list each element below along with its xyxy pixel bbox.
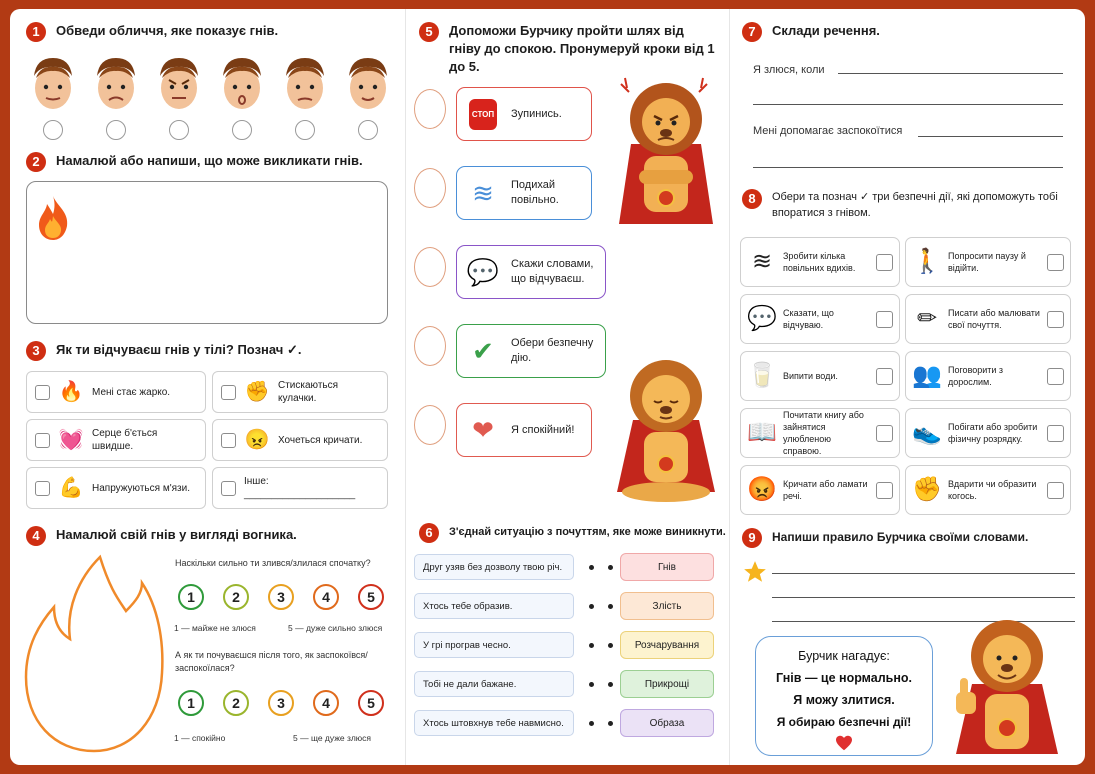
step-label: Зупинись. [511,107,562,120]
question-1: Наскільки сильно ти злився/злилася спочатку? [175,558,371,568]
feeling-dot[interactable] [608,721,613,726]
feeling-card: Прикрощі [620,670,714,698]
situation-card: Хтось тебе образив. [414,593,574,619]
situation-dot[interactable] [589,643,594,648]
rule-line-2[interactable] [772,597,1075,598]
option-label: Зробити кілька повільних вдихів. [783,251,856,273]
section-9-title [742,528,1028,548]
thumbs-up-lion-illustration [942,614,1072,759]
checkbox[interactable] [876,311,893,328]
star-icon [742,559,768,585]
checkbox[interactable] [1047,254,1064,271]
option-label: Кричати або ламати речі. [783,479,868,501]
feeling-dot[interactable] [608,604,613,609]
body-feeling-option[interactable] [26,371,206,413]
face-circle-choice[interactable] [358,120,378,140]
section-number: 7 [742,22,762,42]
scale-option-4[interactable]: 4 [313,584,339,610]
face-circle-choice[interactable] [169,120,189,140]
rule-line-1[interactable] [772,573,1075,574]
section-number: 8 [742,189,762,209]
section-number: 5 [419,22,439,42]
feeling-dot[interactable] [608,643,613,648]
option-label: Випити води. [783,371,838,381]
situation-card: Друг узяв без дозволу твою річ. [414,554,574,580]
section-1-title [26,22,278,42]
section-number: 3 [26,341,46,361]
option-label: Почитати книгу або зайнятися улюбленою справою. [783,410,864,456]
section-8-title [742,189,1082,221]
heart-pulse-icon: 💓 [58,428,84,451]
step-number-oval[interactable] [414,168,446,208]
section-title-text: Напиши правило Бурчика своїми словами. [772,530,1029,544]
option-label: Серце б'ється швидше. [92,428,158,452]
face-circle-choice[interactable] [43,120,63,140]
stop-sign-icon: СТОП [465,96,501,132]
section-number: 1 [26,22,46,42]
step-label: Подихай повільно. [511,179,559,206]
neutral-face-icon [26,54,80,114]
checkbox[interactable] [876,368,893,385]
calm-lion-illustration [611,352,721,507]
pencil-icon: ✏ [916,305,938,332]
safe-action-option[interactable] [740,408,900,458]
section-title-text: Обведи обличчя, яке показує гнів. [56,23,279,38]
checkbox[interactable] [221,481,236,496]
face-circle-choice[interactable] [232,120,252,140]
column-left [10,9,405,765]
scale-option-5[interactable]: 5 [358,584,384,610]
wind-icon: ≋ [472,177,494,208]
option-label: Вдарити чи образити когось. [948,479,1037,501]
feeling-card: Розчарування [620,631,714,659]
fist-icon: ✊ [912,476,942,503]
scale-option-3[interactable]: 3 [268,584,294,610]
safe-action-option[interactable] [905,465,1071,515]
two-people-icon: 👥 [912,362,942,389]
speech-bubble-icon: 💬 [747,305,777,332]
scale-option-5[interactable]: 5 [358,690,384,716]
heart-icon [835,735,853,751]
option-label: Напружуються м'язи. [92,482,190,494]
safe-action-option[interactable] [740,237,900,287]
body-feeling-option[interactable] [212,371,388,413]
checkbox[interactable] [1047,311,1064,328]
section-6-title [419,523,726,543]
section-number: 9 [742,528,762,548]
checkbox[interactable] [876,425,893,442]
safe-action-option[interactable] [905,294,1071,344]
option-label: Побігати або зробити фізичну розрядку. [948,422,1038,444]
step-number-oval[interactable] [414,89,446,129]
sentence-2-line[interactable] [918,136,1063,137]
sentence-2-line-2[interactable] [753,167,1063,168]
scale-option-1[interactable]: 1 [178,584,204,610]
calm-face-icon [341,54,395,114]
scale-option-4[interactable]: 4 [313,690,339,716]
sneaker-icon: 👟 [912,419,942,446]
safe-action-option[interactable] [905,237,1071,287]
calm-step-card [456,324,606,378]
section-number: 4 [26,526,46,546]
situation-dot[interactable] [589,604,594,609]
calm-step-card [456,403,592,457]
shouting-face-icon: 😠 [244,428,270,451]
section-title-text: З'єднай ситуацію з почуттям, яке може виникнути. [449,526,726,538]
checkbox[interactable] [1047,368,1064,385]
section-3-title [26,341,301,361]
section-2-title [26,152,363,172]
section-title-text: Намалюй або напиши, що може викликати гнів. [56,153,363,168]
flame-outline-drawing[interactable] [18,549,168,759]
feeling-dot[interactable] [608,565,613,570]
step-number-oval[interactable] [414,326,446,366]
section-title-text: Допоможи Бурчику пройти шлях від гніву до спокою. Пронумеруй кроки від 1 до 5. [449,23,715,74]
checkbox[interactable] [1047,425,1064,442]
bubble-line-3: Я можу злитися. [793,693,895,707]
step-number-oval[interactable] [414,247,446,287]
checkbox[interactable] [1047,482,1064,499]
section-5-title [419,22,719,76]
safe-action-option[interactable] [740,294,900,344]
calm-step-card [456,245,606,299]
muscle-icon: 💪 [58,476,84,499]
scale-option-2[interactable]: 2 [223,584,249,610]
option-label: Сказати, що відчуваю. [783,308,834,330]
angry-lion-illustration [611,74,721,234]
situation-card: Тобі не дали бажане. [414,671,574,697]
option-label: Стискаються кулачки. [278,380,339,404]
book-icon: 📖 [747,419,777,446]
checkbox[interactable] [221,385,236,400]
question-2: А як ти почуваєшся після того, як заспокоївся/заспокоїлася? [175,650,368,673]
calm-step-card [456,166,592,220]
fist-icon: ✊ [244,380,270,403]
wind-icon: ≋ [751,248,773,275]
scale-1-high-label: 5 — дуже сильно злюся [288,623,383,633]
step-label: Обери безпечну дію. [511,337,594,364]
safe-action-option[interactable] [740,465,900,515]
worried-face-icon [278,54,332,114]
checkbox[interactable] [876,482,893,499]
column-right [730,9,1085,765]
drawing-box[interactable] [26,181,388,324]
checkbox[interactable] [221,433,236,448]
situation-card: Хтось штовхнув тебе навмисно. [414,710,574,736]
bubble-line-1: Бурчик нагадує: [798,649,890,663]
heart-icon: ❤ [472,414,494,445]
checkbox[interactable] [35,481,50,496]
sentence-1-line[interactable] [838,73,1063,74]
scale-option-3[interactable]: 3 [268,690,294,716]
step-label: Я спокійний! [511,423,575,436]
scale-1-low-label: 1 — майже не злюся [174,623,256,633]
scale-option-2[interactable]: 2 [223,690,249,716]
section-title-text: Як ти відчуваєш гнів у тілі? Познач ✓. [56,342,302,357]
feeling-card: Злість [620,592,714,620]
option-label: Мені стає жарко. [92,386,171,398]
safe-action-option[interactable] [740,351,900,401]
bubble-line-2: Гнів — це нормально. [775,671,912,685]
column-middle [405,9,730,765]
option-label: Інше: ____________________ [244,476,356,500]
situation-dot[interactable] [589,721,594,726]
surprised-face-icon [215,54,269,114]
face-circle-choice[interactable] [295,120,315,140]
section-number: 6 [419,523,439,543]
checkbox[interactable] [35,385,50,400]
section-title-text: Обери та познач ✓ три безпечні дії, які допоможуть тобі впоратися з гнівом. [772,191,1058,219]
sentence-1-prompt: Я злюся, коли [753,64,825,76]
option-label: Хочеться кричати. [278,434,363,446]
body-feeling-option[interactable] [26,419,206,461]
safe-action-option[interactable] [905,408,1071,458]
option-label: Попросити паузу й відійти. [948,251,1026,273]
section-7-title [742,22,880,42]
check-circle-icon: ✔ [472,335,494,366]
section-4-title [26,526,297,546]
scale-option-1[interactable]: 1 [178,690,204,716]
angry-face-icon [152,54,206,114]
situation-card: У грі програв чесно. [414,632,574,658]
section-number: 2 [26,152,46,172]
section-title-text: Склади речення. [772,23,880,38]
body-feeling-option[interactable] [212,419,388,461]
sad-face-icon [89,54,143,114]
option-label: Поговорити з дорослим. [948,365,1004,387]
situation-dot[interactable] [589,682,594,687]
option-label: Писати або малювати свої почуття. [948,308,1040,330]
angry-emoji-icon: 😡 [747,476,777,503]
sentence-1-line-2[interactable] [753,104,1063,105]
step-number-oval[interactable] [414,405,446,445]
feeling-card: Образа [620,709,714,737]
water-glass-icon: 🥛 [747,362,777,389]
fire-icon [35,194,71,242]
walking-person-icon: 🚶 [912,248,942,275]
calm-step-card [456,87,592,141]
checkbox[interactable] [35,433,50,448]
reminder-speech-bubble [755,636,933,756]
bubble-line-4: Я обираю безпечні дії! [776,715,912,729]
feeling-dot[interactable] [608,682,613,687]
scale-2-low-label: 1 — спокійно [174,733,226,743]
scale-2-high-label: 5 — ще дуже злюся [293,733,372,743]
body-feeling-option[interactable] [212,467,388,509]
step-label: Скажи словами, що відчуваєш. [511,258,594,285]
worksheet-page [10,9,1085,765]
speech-bubble-icon: 💬 [466,256,500,287]
checkbox[interactable] [876,254,893,271]
situation-dot[interactable] [589,565,594,570]
face-circle-choice[interactable] [106,120,126,140]
section-title-text: Намалюй свій гнів у вигляді вогника. [56,527,297,542]
fire-icon: 🔥 [58,380,84,403]
sentence-2-prompt: Мені допомагає заспокоїтися [753,125,903,137]
body-feeling-option[interactable] [26,467,206,509]
feeling-card: Гнів [620,553,714,581]
safe-action-option[interactable] [905,351,1071,401]
